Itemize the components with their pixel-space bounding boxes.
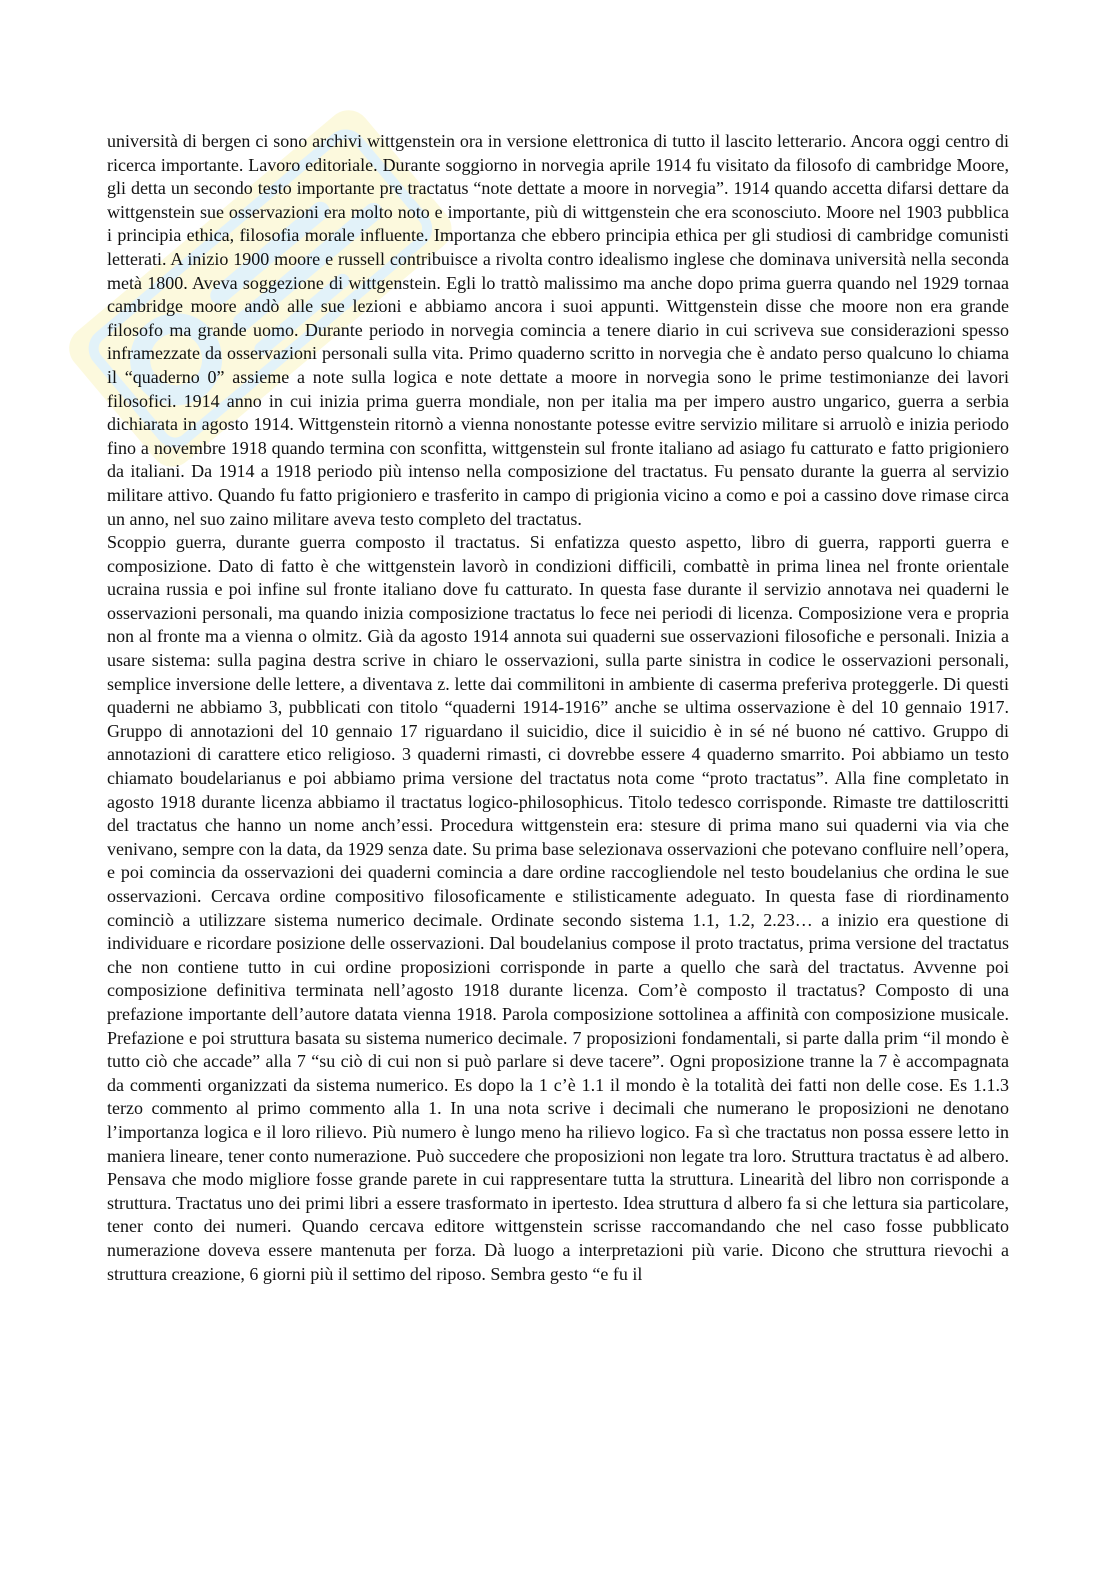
paragraph: università di bergen ci sono archivi wittgenstein ora in versione elettronica di tutto il lascito letterario. Ancora oggi centro di ricerca importante. Lavoro editoriale. Durante soggiorno in norvegia aprile 1914 fu visitato da filosofo di cambridge Moore, gli detta un secondo testo importante pre tractatus “note dettate a moore in norvegia”. 1914 quando accetta difarsi dettare da wittgenstein sue osservazioni era molto noto e importante, più di wittgenstein che era sconosciuto. Moore nel 1903 pubblica i principia ethica, filosofia morale influente. Importanza che ebbero principia ethica per gli studiosi di cambridge comunisti letterati. A inizio 1900 moore e russell contribuisce a rivolta contro idealismo inglese che dominava università nella seconda metà 1800. Aveva soggezione di wittgenstein. Egli lo trattò malissimo ma anche dopo prima guerra quando nel 1929 tornaa cambridge moore andò alle sue lezioni e abbiamo ancora i suoi appunti. Wittgenstein disse che moore non era grande filosofo ma grande uomo. Durante periodo in norvegia comincia a tenere diario in cui scriveva sue considerazioni spesso inframezzate da osservazioni personali sulla vita. Primo quaderno scritto in norvegia che è andato perso qualcuno lo chiama il “quaderno 0” assieme a note sulla logica e note dettate a moore in norvegia sono le prime testimonianze dei lavori filosofici. 1914 anno in cui inizia prima guerra mondiale, non per italia ma per impero austro ungarico, guerra a serbia dichiarata in agosto 1914. Wittgenstein ritornò a vienna nonostante potesse evitre servizio militare si arruolò e inizia periodo fino a novembre 1918 quando termina con sconfitta, wittgenstein sul fronte italiano ad asiago fu catturato e fatto prigioniero da italiani. Da 1914 a 1918 periodo più intenso nella composizione del tractatus. Fu pensato durante la guerra al servizio militare attivo. Quando fu fatto prigioniero e trasferito in campo di prigionia vicino a como e poi a cassino dove rimase circa un anno, nel suo zaino militare aveva testo completo del tractatus. bbox=[107, 131, 1009, 529]
paragraph: Scoppio guerra, durante guerra composto il tractatus. Si enfatizza questo aspetto, libro di guerra, rapporti guerra e composizione. Dato di fatto è che wittgenstein lavorò in condizioni difficili, combattè in prima linea nel fronte orientale ucraina russia e poi infine sul fronte italiano dove fu catturato. In questa fase durante il servizio annotava nei quaderni le osservazioni personali, ma quando inizia composizione tractatus lo fece nei periodi di licenza. Composizione vera e propria non al fronte ma a vienna o olmitz. Già da agosto 1914 annota sui quaderni sue osservazioni filosofiche e personali. Inizia a usare sistema: sulla pagina destra scrive in chiaro le osservazioni, sulla parte sinistra in codice le osservazioni personali, semplice inversione delle lettere, a diventava z. lette dai commilitoni in ambiente di caserma preferiva proteggerle. Di questi quaderni ne abbiamo 3, pubblicati con titolo “quaderni 1914-1916” anche se ultima osservazione è del 10 gennaio 1917. Gruppo di annotazioni del 10 gennaio 17 riguardano il suicidio, dice il suicidio è in sé né buono né cattivo. Gruppo di annotazioni di carattere etico religioso. 3 quaderni rimasti, ci dovrebbe essere 4 quaderno smarrito. Poi abbiamo un testo chiamato boudelarianus e poi abbiamo prima versione del tractatus nota come “proto tractatus”. Alla fine completato in agosto 1918 durante licenza abbiamo il tractatus logico-philosophicus. Titolo tedesco corrisponde. Rimaste tre dattiloscritti del tractatus che hanno un nome anch’essi. Procedura wittgenstein era: stesure di prima mano sui quaderni via via che venivano, sempre con la data, da 1929 senza date. Su prima base selezionava osservazioni che potevano confluire nell’opera, e poi comincia da osservazioni dei quaderni comincia a dare ordine raccogliendole nel testo boudelanius che ordina le sue osservazioni. Cercava ordine compositivo filosoficamente e stilisticamente adeguato. In questa fase di riordinamento cominciò a utilizzare sistema numerico decimale. Ordinate secondo sistema 1.1, 1.2, 2.23… a inizio era questione di individuare e ricordare posizione delle osservazioni. Dal boudelanius compose il proto tractatus, prima versione del tractatus che non contiene tutto in cui ordine proposizioni corrisponde in parte a quello che sarà del tractatus. Avvenne poi composizione definitiva terminata nell’agosto 1918 durante licenza. Com’è composto il tractatus? Composto di una prefazione importante dell’autore datata vienna 1918. Parola composizione sottolinea a affinità con composizione musicale. Prefazione e poi struttura basata su sistema numerico decimale. 7 proposizioni fondamentali, si parte dalla prim “il mondo è tutto ciò che accade” alla 7 “su ciò di cui non si può parlare si deve tacere”. Ogni proposizione tranne la 7 è accompagnata da commenti organizzati da sistema numerico. Es dopo la 1 c’è 1.1 il mondo è la totalità dei fatti non delle cose. Es 1.1.3 terzo commento al primo commento alla 1. In una nota scrive i decimali che numerano le proposizioni ne denotano l’importanza logica e il loro rilievo. Più numero è lungo meno ha rilievo logico. Fa sì che tractatus non possa essere letto in maniera lineare, tener conto numerazione. Può succedere che proposizioni non legate tra loro. Struttura tractatus è ad albero. Pensava che modo migliore fosse grande parete in cui rappresentare tutta la struttura. Linearità del libro non corrisponde a struttura. Tractatus uno dei primi libri a essere trasformato in ipertesto. Idea struttura d albero fa si che lettura sia particolare, tener conto dei numeri. Quando cercava editore wittgenstein scrisse raccomandando che nel caso fosse pubblicato numerazione doveva essere mantenuta per forza. Dà luogo a interpretazioni più varie. Dicono che struttura rievochi a struttura creazione, 6 giorni più il settimo del riposo. Sembra gesto “e fu il bbox=[107, 532, 1009, 1284]
document-body bbox=[107, 130, 1009, 1286]
